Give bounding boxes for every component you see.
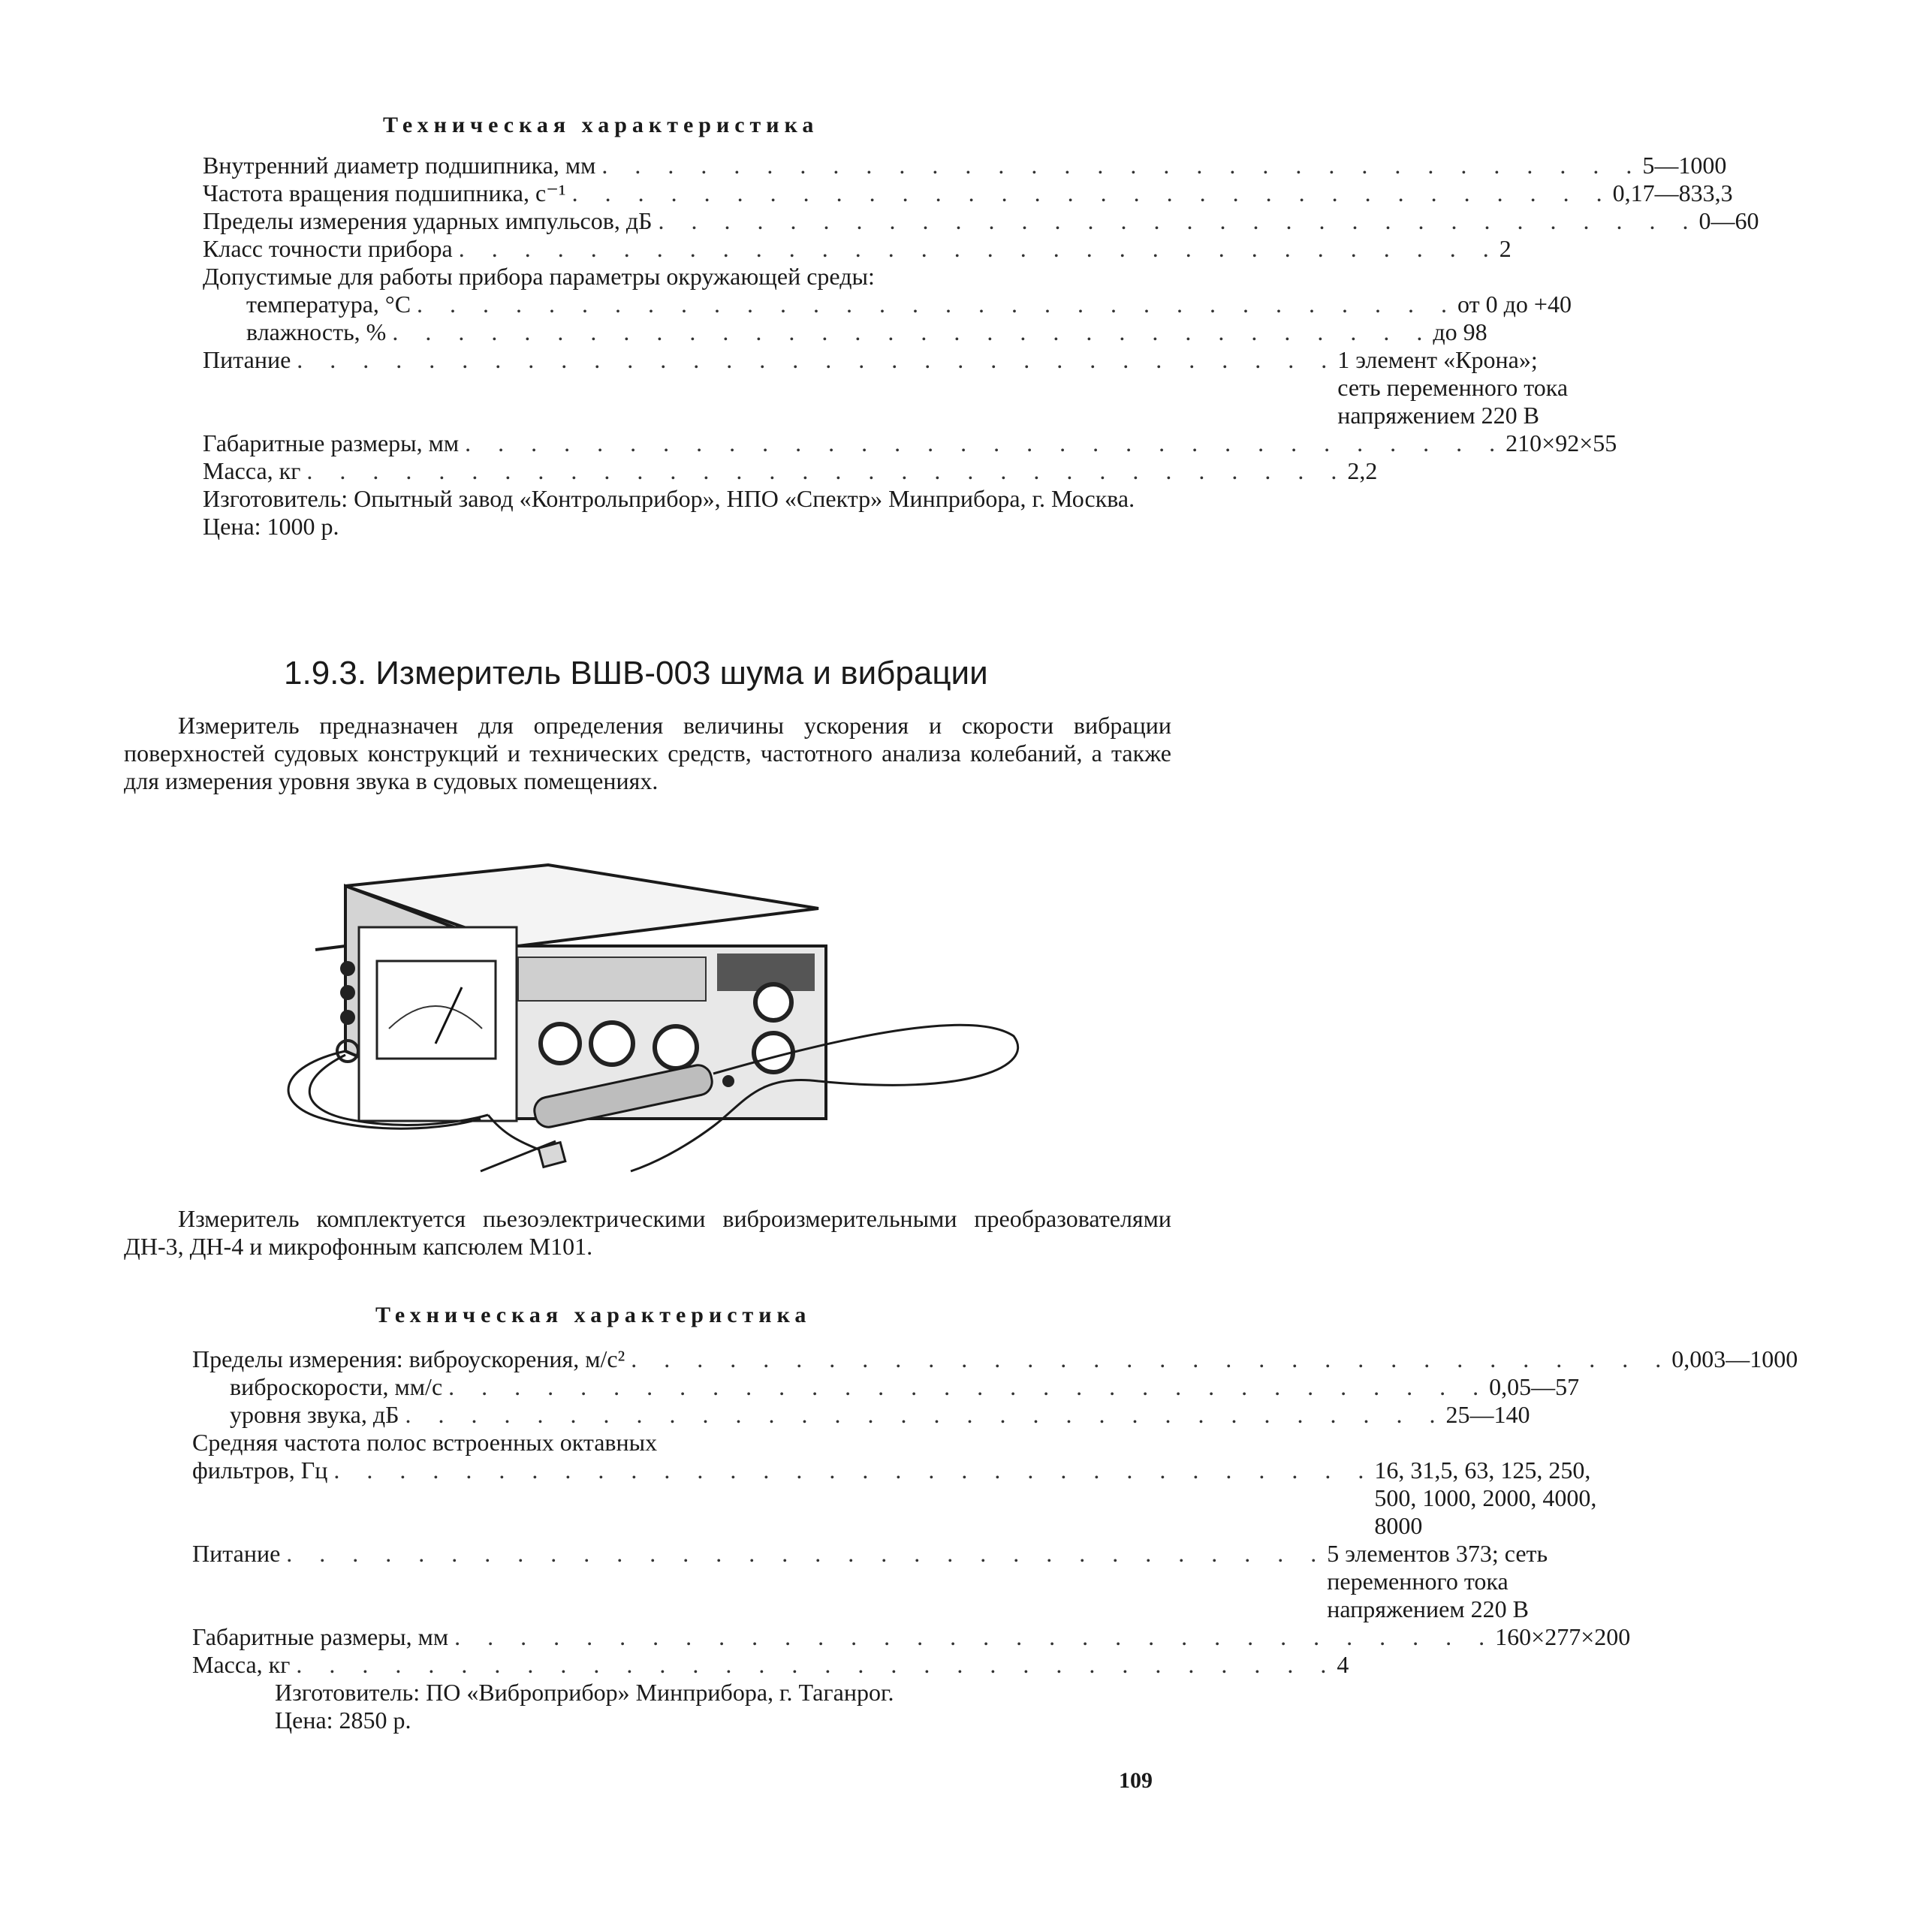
spec2-row-value: 25—140 <box>1445 1401 1530 1428</box>
section-title: 1.9.3. Измеритель ВШВ-003 шума и вибрации <box>284 655 988 691</box>
spec1-row-value: 2 <box>1499 235 1512 262</box>
spec1-power-label: Питание <box>203 346 291 373</box>
spec2-row <box>192 1345 1798 1373</box>
spec2-filters-row <box>192 1457 1597 1540</box>
intro-paragraph: Измеритель предназначен для определения величины ускорения и скорости вибрации поверхностей судовых конструкций и технических средств, частотного анализа колебаний, а также для измерения уровня звука в судовых помещениях. <box>124 712 1171 794</box>
spec1-manufacturer: Изготовитель: Опытный завод «Контрольприбор», НПО «Спектр» Минприбора, г. Москва. <box>203 485 1135 512</box>
spec2-row-label: Габаритные размеры, мм <box>192 1623 449 1650</box>
dot-leader: . . . . . . . . . . . . . . . . . . . . . . . . . . . . . . . . <box>448 1373 1490 1400</box>
dot-leader: . . . . . . . . . . . . . . . . . . . . . . . . . . . . . . . . <box>658 207 1699 234</box>
spec1-row <box>203 207 1759 235</box>
spec2-row <box>192 1373 1580 1401</box>
spec1-row-label: Внутренний диаметр подшипника, мм <box>203 152 596 179</box>
dot-leader: . . . . . . . . . . . . . . . . . . . . . . . . . . . . . . . . <box>306 457 1348 484</box>
spec1-env-label-text: влажность, % <box>246 318 387 345</box>
spec1-row <box>203 457 1378 485</box>
spec1-env-row <box>203 318 1487 346</box>
spec2-price: Цена: 2850 р. <box>275 1707 411 1734</box>
spec2-row-label: Масса, кг <box>192 1651 291 1678</box>
spec1-env-value: от 0 до +40 <box>1457 291 1572 318</box>
dot-leader: . . . . . . . . . . . . . . . . . . . . . . . . . . . . . . . . <box>392 318 1433 345</box>
dot-leader: . . . . . . . . . . . . . . . . . . . . . . . . . . . . . . . . <box>286 1540 1328 1567</box>
dot-leader: . . . . . . . . . . . . . . . . . . . . . . . . . . . . . . . . <box>333 1457 1375 1484</box>
spec2-filters-label: Средняя частота полос встроенных октавных <box>192 1429 658 1456</box>
spec2-row <box>192 1651 1349 1679</box>
spec1-env-value: до 98 <box>1433 318 1487 345</box>
spec2-row-label: Пределы измерения: виброускорения, м/с² <box>192 1345 625 1372</box>
dot-leader: . . . . . . . . . . . . . . . . . . . . . . . . . . . . . . . . <box>631 1345 1672 1372</box>
spec1-row <box>203 179 1733 207</box>
dot-leader: . . . . . . . . . . . . . . . . . . . . . . . . . . . . . . . . <box>571 179 1613 206</box>
spec2-manufacturer: Изготовитель: ПО «Виброприбор» Минприбора, г. Таганрог. <box>275 1679 894 1706</box>
page-number: 109 <box>1119 1768 1153 1793</box>
spec1-env-row <box>203 291 1572 318</box>
spec1-table <box>203 152 1759 541</box>
spec1-row-label: Класс точности прибора <box>203 235 453 262</box>
spec1-row-label: Масса, кг <box>203 457 301 484</box>
spec2-heading: Техническая характеристика <box>375 1303 812 1327</box>
spec1-env-label: Допустимые для работы прибора параметры окружающей среды: <box>203 263 875 290</box>
dot-leader: . . . . . . . . . . . . . . . . . . . . . . . . . . . . . . . . <box>601 152 1643 179</box>
spec1-row <box>203 235 1512 263</box>
spec2-row-label: уровня звука, дБ <box>230 1401 399 1428</box>
dot-leader: . . . . . . . . . . . . . . . . . . . . . . . . . . . . . . . . <box>296 1651 1337 1678</box>
spec2-power-value: 5 элементов 373; сеть переменного тока напряжением 220 В <box>1327 1540 1548 1622</box>
spec1-row-value: 2,2 <box>1347 457 1378 484</box>
spec2-row-value: 0,003—1000 <box>1671 1345 1798 1372</box>
dot-leader: . . . . . . . . . . . . . . . . . . . . . . . . . . . . . . . . <box>458 235 1499 262</box>
spec1-row-value: 210×92×55 <box>1506 429 1617 456</box>
spec1-power-row <box>203 346 1569 429</box>
dot-leader: . . . . . . . . . . . . . . . . . . . . . . . . . . . . . . . . <box>297 346 1338 373</box>
spec1-row <box>203 429 1617 457</box>
spec1-env-label-text: температура, °С <box>246 291 411 318</box>
dot-leader: . . . . . . . . . . . . . . . . . . . . . . . . . . . . . . . . <box>417 291 1458 318</box>
spec1-heading: Техническая характеристика <box>383 113 819 137</box>
spec1-row-value: 0—60 <box>1698 207 1759 234</box>
spec2-table <box>192 1345 1798 1734</box>
spec1-price: Цена: 1000 р. <box>203 513 339 540</box>
spec2-row-label: виброскорости, мм/с <box>230 1373 443 1400</box>
spec1-row-label: Пределы измерения ударных импульсов, дБ <box>203 207 653 234</box>
device-illustration <box>293 856 1029 1186</box>
spec2-row-value: 160×277×200 <box>1495 1623 1631 1650</box>
spec1-row-value: 5—1000 <box>1642 152 1727 179</box>
spec1-row-value: 0,17—833,3 <box>1612 179 1733 206</box>
spec2-row <box>192 1401 1530 1429</box>
dot-leader: . . . . . . . . . . . . . . . . . . . . . . . . . . . . . . . . <box>465 429 1506 456</box>
spec1-row-label: Частота вращения подшипника, с⁻¹ <box>203 179 566 206</box>
dot-leader: . . . . . . . . . . . . . . . . . . . . . . . . . . . . . . . . <box>405 1401 1446 1428</box>
spec2-filters-label-2: фильтров, Гц <box>192 1457 328 1484</box>
spec1-row-label: Габаритные размеры, мм <box>203 429 460 456</box>
kit-paragraph: Измеритель комплектуется пьезоэлектрическими виброизмерительными преобразователями ДН-3, ДН-4 и микрофонным капсюлем М101. <box>124 1205 1171 1260</box>
spec2-row <box>192 1623 1631 1651</box>
spec1-power-value: 1 элемент «Крона»; сеть переменного тока напряжением 220 В <box>1337 346 1569 429</box>
spec2-power-label: Питание <box>192 1540 281 1567</box>
dot-leader: . . . . . . . . . . . . . . . . . . . . . . . . . . . . . . . . <box>454 1623 1496 1650</box>
spec2-power-row <box>192 1540 1548 1623</box>
spec2-row-value: 4 <box>1337 1651 1349 1678</box>
spec1-row <box>203 152 1727 179</box>
spec2-row-value: 0,05—57 <box>1489 1373 1580 1400</box>
spec2-filters-value: 16, 31,5, 63, 125, 250, 500, 1000, 2000, 4000, 8000 <box>1374 1457 1597 1539</box>
